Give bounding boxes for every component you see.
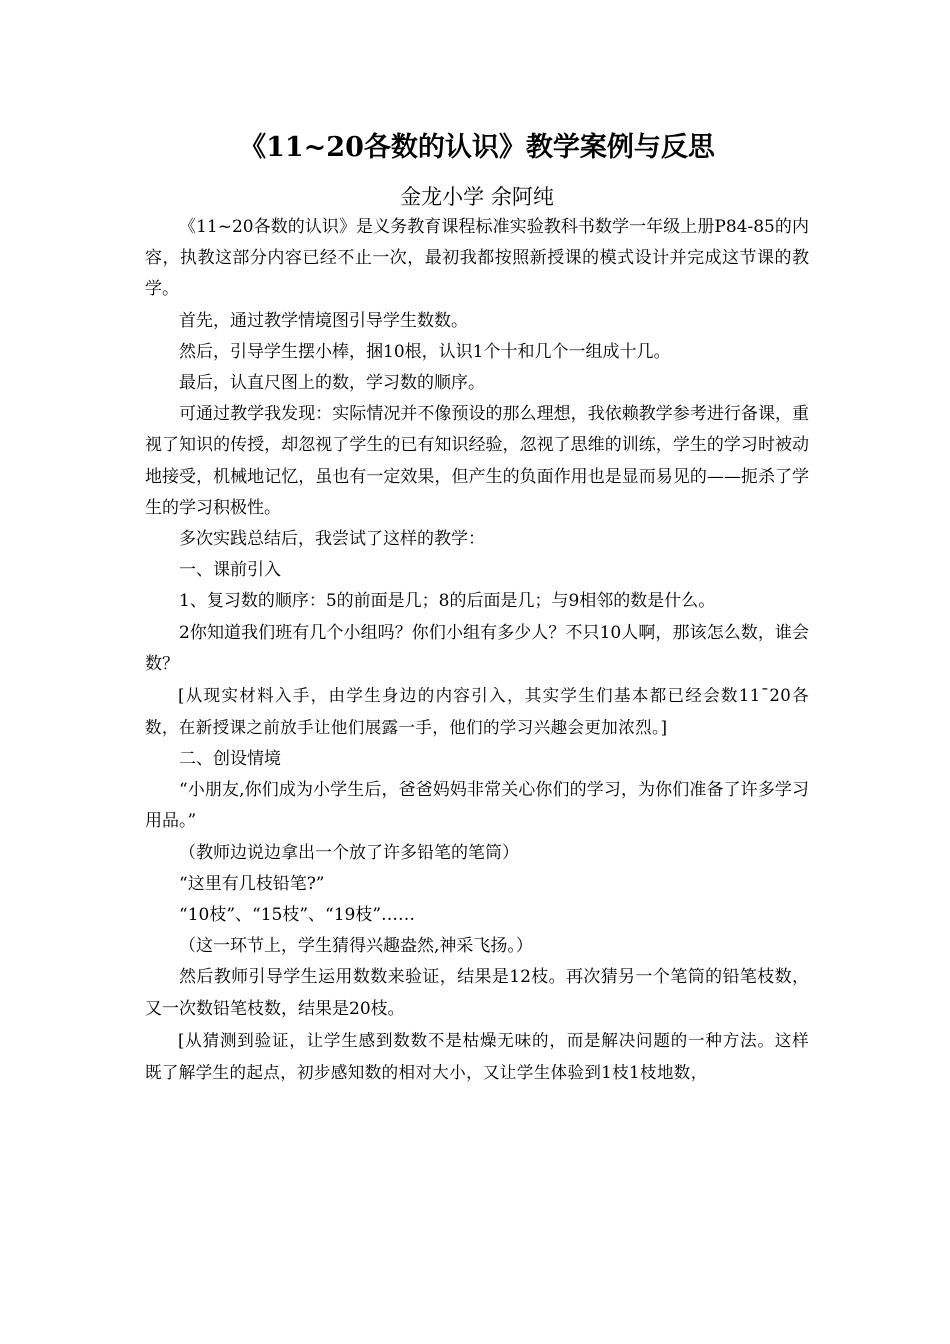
paragraph-review: 1、复习数的顺序：5的前面是几；8的后面是几；与9相邻的数是什么。 bbox=[179, 591, 716, 612]
paragraph-step-then: 然后，引导学生摆小棒，捆10根，认识1个十和几个一组成十几。 bbox=[179, 341, 671, 362]
paragraph-note-1: [从现实材料入手，由学生身边的内容引入，其实学生们基本都已经会数11¯20各数，在新授课之前放手让他们展露一手，他们的学习兴趣会更加浓烈。] bbox=[145, 686, 809, 738]
paragraph-observation: （这一环节上，学生猜得兴趣盎然,神采飞扬。） bbox=[179, 936, 533, 957]
document-page bbox=[145, 128, 809, 1089]
paragraph-step-first: 首先，通过教学情境图引导学生数数。 bbox=[179, 310, 468, 331]
paragraph-action: （教师边说边拿出一个放了许多铅笔的笔筒） bbox=[179, 842, 519, 863]
section-heading-intro: 一、课前引入 bbox=[179, 560, 281, 581]
paragraph-note-2: [从猜测到验证，让学生感到数数不是枯燥无味的，而是解决问题的一种方法。这样既了解学生的起点，初步感知数的相对大小，又让学生体验到1枝1枝地数， bbox=[145, 1030, 809, 1082]
paragraph-intro: 《11~20各数的认识》是义务教育课程标准实验教科书数学一年级上册P84-85的内容，执教这部分内容已经不止一次，最初我都按照新授课的模式设计并完成这节课的教学。 bbox=[145, 217, 809, 300]
paragraph-new-approach: 多次实践总结后，我尝试了这样的教学： bbox=[179, 529, 485, 550]
paragraph-reflection: 可通过教学我发现：实际情况并不像预设的那么理想，我依赖教学参考进行备课，重视了知识的传授，却忽视了学生的已有知识经验，忽视了思维的训练，学生的学习时被动地接受，机械地记忆，虽也有一定效果，但产生的负面作用也是显而易见的——扼杀了学生的学习积极性。 bbox=[145, 404, 809, 518]
document-body bbox=[145, 212, 809, 1089]
paragraph-question: 2你知道我们班有几个小组吗？你们小组有多少人？不只10人啊，那该怎么数，谁会数？ bbox=[145, 622, 809, 674]
author-line: 金龙小学 余阿纯 bbox=[400, 185, 554, 209]
paragraph-verify: 然后教师引导学生运用数数来验证，结果是12枝。再次猜另一个笔筒的铅笔枝数，又一次数铅笔枝数，结果是20枝。 bbox=[145, 967, 809, 1019]
paragraph-step-last: 最后，认直尺图上的数，学习数的顺序。 bbox=[179, 373, 485, 394]
paragraph-quote-2: “这里有几枝铅笔?” bbox=[179, 873, 325, 894]
paragraph-quote-1: “小朋友,你们成为小学生后，爸爸妈妈非常关心你们的学习，为你们准备了许多学习用品。” bbox=[145, 780, 809, 832]
section-heading-scenario: 二、创设情境 bbox=[179, 749, 281, 770]
paragraph-answers: “10枝”、“15枝”、“19枝”…… bbox=[179, 905, 416, 926]
document-title: 《11~20各数的认识》教学案例与反思 bbox=[239, 132, 715, 163]
